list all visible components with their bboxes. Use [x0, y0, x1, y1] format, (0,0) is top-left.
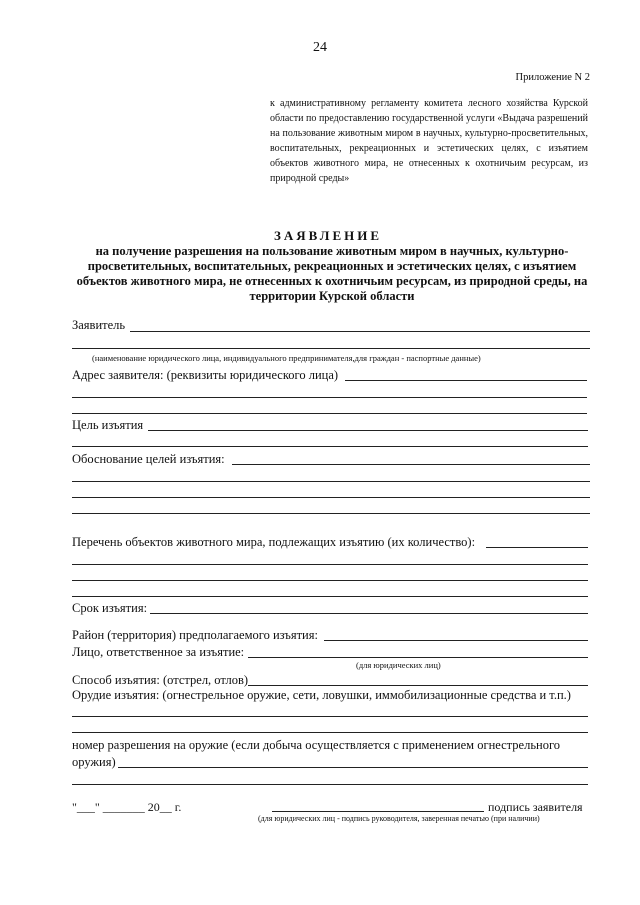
- weapon-permit-field[interactable]: [118, 767, 588, 768]
- appendix-label: Приложение N 2: [515, 72, 590, 83]
- objects-field[interactable]: [486, 547, 588, 548]
- tools-label: Орудие изъятия: (огнестрельное оружие, сети, ловушки, иммобилизационные средства и т.п.): [72, 688, 571, 702]
- method-label: Способ изъятия: (отстрел, отлов): [72, 673, 249, 687]
- district-field[interactable]: [324, 640, 588, 641]
- page-number: 24: [313, 40, 327, 55]
- purpose-field[interactable]: [148, 430, 588, 431]
- appendix-description: к административному регламенту комитета лесного хозяйства Курской области по предоставлению государственной услуги «Выдача разрешений на пользование животным миром в научных, культурно-просветительных, воспитательных, рекреационных и эстетических целях, с изъятием объектов животного мира, не отнесенных к охотничьим ресурсам, из природной среды»: [270, 98, 588, 184]
- applicant-hint: (наименование юридического лица, индивидуального предпринимателя,для граждан - паспортные данные): [92, 353, 481, 363]
- applicant-field-line-2[interactable]: [72, 348, 590, 349]
- objects-field-line-4[interactable]: [72, 596, 588, 597]
- address-label: Адрес заявителя: (реквизиты юридического лица): [72, 368, 339, 382]
- justification-field[interactable]: [232, 464, 590, 465]
- justification-field-line-3[interactable]: [72, 497, 590, 498]
- weapon-permit-field-line-2[interactable]: [72, 784, 588, 785]
- responsible-label: Лицо, ответственное за изъятие:: [72, 645, 245, 659]
- justification-label: Обоснование целей изъятия:: [72, 452, 225, 466]
- signature-hint: (для юридических лиц - подпись руководителя, заверенная печатью (при наличии): [258, 814, 540, 823]
- tools-field[interactable]: [72, 716, 588, 717]
- justification-field-line-4[interactable]: [72, 513, 590, 514]
- term-label: Срок изъятия:: [72, 601, 148, 615]
- document-subtitle: на получение разрешения на пользование животным миром в научных, культурно-просветительных, воспитательных, рекреационных и эстетических целях, с изъятием объектов животного мира, не отнесенных к охотничьим ресурсам, из природной среды, на территории Курской области: [76, 244, 588, 303]
- date-field[interactable]: "___" _______ 20__ г.: [72, 800, 182, 814]
- district-label: Район (территория) предполагаемого изъятия:: [72, 628, 318, 642]
- purpose-field-line-2[interactable]: [72, 446, 588, 447]
- applicant-label: Заявитель: [72, 318, 126, 332]
- weapon-label-line-2: оружия): [72, 755, 116, 769]
- responsible-field[interactable]: [248, 657, 588, 658]
- term-field[interactable]: [150, 613, 588, 614]
- address-field-line-2[interactable]: [72, 397, 587, 398]
- weapon-label-line-1: номер разрешения на оружие (если добыча осуществляется с применением огнестрельного: [72, 738, 561, 752]
- justification-field-line-2[interactable]: [72, 481, 590, 482]
- objects-field-line-2[interactable]: [72, 564, 588, 565]
- document-title: ЗАЯВЛЕНИЕ: [273, 228, 383, 243]
- purpose-label: Цель изъятия: [72, 418, 144, 432]
- signature-field[interactable]: [272, 811, 484, 812]
- responsible-hint: (для юридических лиц): [356, 660, 441, 670]
- method-field[interactable]: [248, 685, 588, 686]
- objects-field-line-3[interactable]: [72, 580, 588, 581]
- signature-label: подпись заявителя: [488, 800, 583, 814]
- applicant-field[interactable]: [130, 331, 590, 332]
- address-field-line-3[interactable]: [72, 413, 587, 414]
- objects-label: Перечень объектов животного мира, подлежащих изъятию (их количество):: [72, 535, 476, 549]
- tools-field-line-2[interactable]: [72, 732, 588, 733]
- address-field[interactable]: [345, 380, 587, 381]
